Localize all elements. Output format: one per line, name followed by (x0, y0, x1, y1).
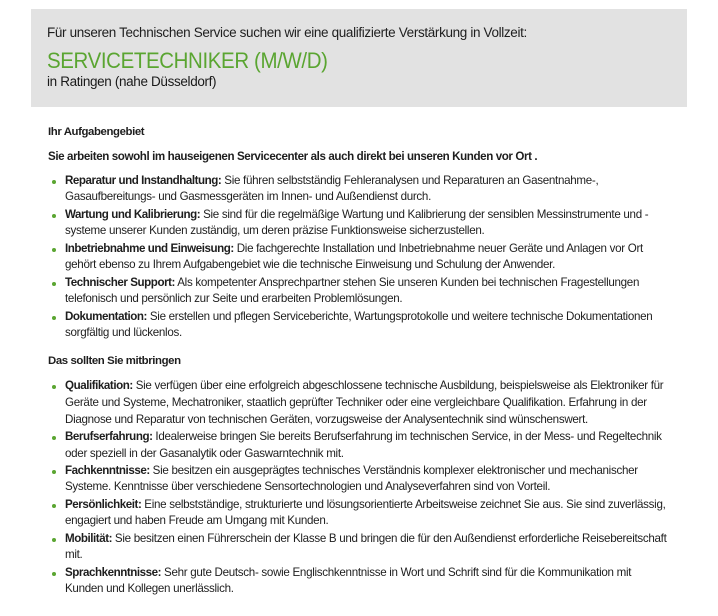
list-item (48, 275, 668, 309)
bullet-icon (52, 385, 56, 389)
item-text: Als kompetenter Ansprechpartner stehen Sie unseren Kunden bei technischen Fragestellungen telefonisch und persönlich zur Seite und erarbeiten Problemlösungen. (65, 275, 640, 306)
bullet-icon (52, 538, 56, 542)
item-text: Sehr gute Deutsch- sowie Englischkenntnisse in Wort und Schrift sind für die Kommunikation mit Kunden und Kollegen unerlässlich. (65, 565, 632, 596)
bullet-icon (52, 470, 56, 474)
list-item (48, 173, 668, 207)
item-label: Technischer Support: (65, 275, 175, 289)
tasks-section (48, 124, 668, 342)
item-label: Sprachkenntnisse: (65, 565, 162, 579)
item-text: Idealerweise bringen Sie bereits Berufserfahrung im technischen Service, in der Mess- und Regeltechnik oder speziell in der Gasanalytik oder Gaswarntechnik mit. (65, 429, 662, 460)
job-header (31, 9, 687, 107)
bullet-icon (52, 282, 56, 286)
list-item (48, 207, 668, 241)
item-text: Sie führen selbstständig Fehleranalysen und Reparaturen an Gasentnahme-, Gasaufbereitungs- und Gasmessgeräten im Innen- und Außendienst durch. (65, 173, 599, 204)
list-item (48, 531, 668, 565)
item-label: Mobilität: (65, 531, 113, 545)
bullet-icon (52, 436, 56, 440)
bullet-icon (52, 316, 56, 320)
job-description (48, 124, 668, 599)
list-item (48, 378, 668, 428)
bullet-icon (52, 572, 56, 576)
job-title: SERVICETECHNIKER (M/W/D) (47, 48, 328, 73)
item-label: Berufserfahrung: (65, 429, 153, 443)
list-item (48, 241, 668, 275)
requirements-section (48, 353, 668, 598)
bullet-icon (52, 214, 56, 218)
item-text: Eine selbstständige, strukturierte und lösungsorientierte Arbeitsweise zeichnet Sie aus. Sie sind zuverlässig, engagiert und haben Freude am Umgang mit Kunden. (65, 497, 666, 528)
list-item (48, 429, 668, 463)
item-label: Wartung und Kalibrierung: (65, 207, 201, 221)
requirements-heading: Das sollten Sie mitbringen (48, 355, 181, 368)
item-text: Sie besitzen einen Führerschein der Klasse B und bringen die für den Außendienst erforderliche Reisebereitschaft mit. (65, 531, 667, 562)
bullet-icon (52, 248, 56, 252)
list-item (48, 463, 668, 497)
list-item (48, 497, 668, 531)
bullet-icon (52, 504, 56, 508)
item-label: Persönlichkeit: (65, 497, 142, 511)
list-item (48, 309, 668, 343)
requirements-list (48, 378, 668, 598)
item-text: Sie erstellen und pflegen Serviceberichte, Wartungsprotokolle und weitere technische Dokumentationen sorgfältig und lückenlos. (65, 309, 653, 340)
tasks-list (48, 173, 668, 343)
item-label: Reparatur und Instandhaltung: (65, 173, 222, 187)
item-label: Fachkenntnisse: (65, 463, 150, 477)
item-label: Dokumentation: (65, 309, 147, 323)
item-text: Sie sind für die regelmäßige Wartung und Kalibrierung der sensiblen Messinstrumente und -systeme unserer Kunden zuständig, um deren präzise Funktionsweise sicherzustellen. (65, 207, 649, 238)
item-label: Qualifikation: (65, 378, 133, 392)
item-text: Sie verfügen über eine erfolgreich abgeschlossene technische Ausbildung, beispielsweise als Elektroniker für Geräte und Systeme, Mechatroniker, staatlich geprüfter Techniker oder eine vergleichbare Qualifikation. Erfahrung in der Diagnose und Reparatur von technischen Geräten, vorzugsweise der Analysentechnik sind wünschenswert. (65, 378, 664, 426)
job-location: in Ratingen (nahe Düsseldorf) (47, 74, 217, 89)
item-text: Die fachgerechte Installation und Inbetriebnahme neuer Geräte und Anlagen vor Ort gehört ebenso zu Ihrem Aufgabengebiet wie die technische Einweisung und Schulung der Anwender. (65, 241, 643, 272)
header-intro: Für unseren Technischen Service suchen wir eine qualifizierte Verstärkung in Vollzeit: (47, 25, 527, 40)
item-text: Sie besitzen ein ausgeprägtes technisches Verständnis komplexer elektronischer und mechanischer Systeme. Kenntnisse über verschiedene Sensortechnologien und Analyseverfahren sind von Vorteil. (65, 463, 638, 494)
item-label: Inbetriebnahme und Einweisung: (65, 241, 234, 255)
tasks-lead: Sie arbeiten sowohl im hauseigenen Servicecenter als auch direkt bei unseren Kunden vor Ort . (48, 149, 538, 163)
tasks-heading: Ihr Aufgabengebiet (48, 126, 145, 138)
list-item (48, 565, 668, 599)
bullet-icon (52, 180, 56, 184)
